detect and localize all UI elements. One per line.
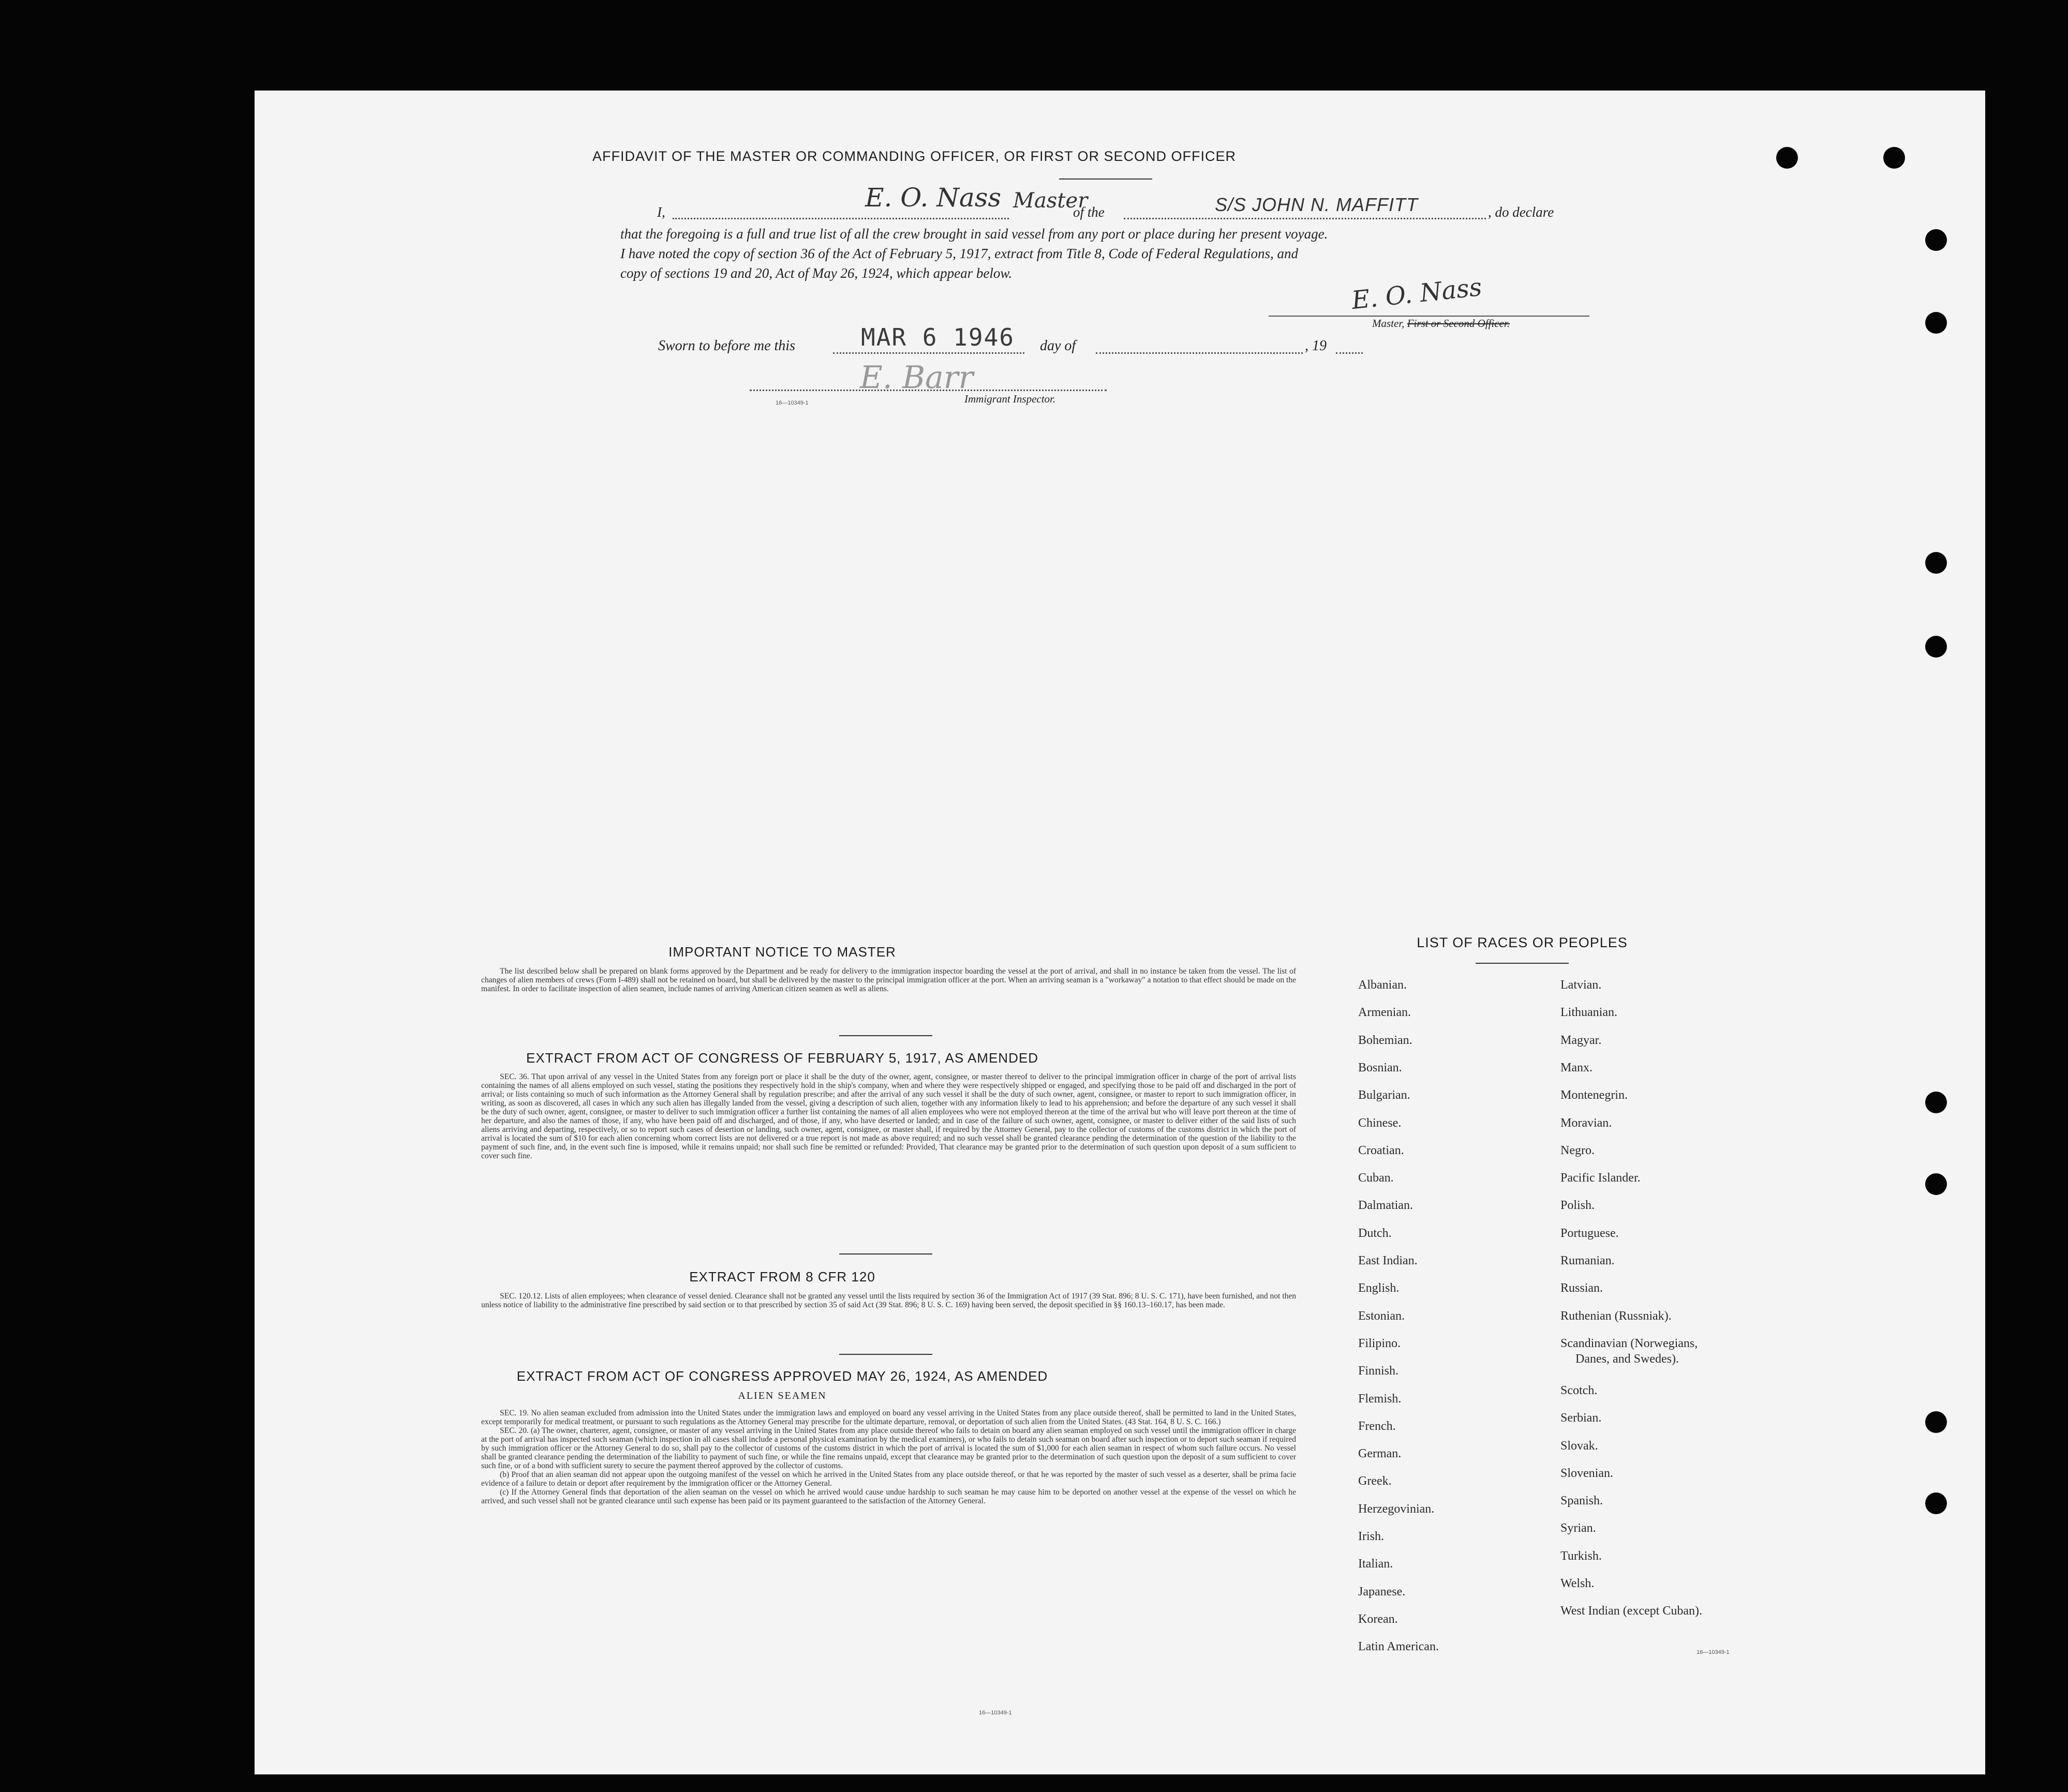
extract-1917-paragraph: SEC. 36. That upon arrival of any vessel in the United States from any foreign port or place it shall be the duty of the owner, agent, consignee, or master thereof to deliver to the principal immigration officer in charge of the port of arrival lists containing the names of all aliens employed on such vessel, stating the positions they respectively hold in the ship's company, when and where they were respectively shipped or engaged, and specifying those to be paid off and discharged in the port of arrival; or lists containing so much of such information as the Attorney General shall by regulation prescribe; and after the arrival of any such vessel it shall be the duty of such owner, agent, consignee, or master to report to such immigration officer, in writing, as soon as discovered, all cases in which any such alien has illegally landed from the vessel, giving a description of such alien, together with any information likely to lead to his apprehension; and before the departure of any such vessel it shall be the duty of such owner, agent, consignee, or master to deliver to such immigration officer a further list containing the names of all alien employees who were not employed thereon at the time of the arrival but who will leave port thereon at the time of her departure, and also the names of those, if any, who have been paid off and discharged, and of those, if any, who have deserted or landed; and in case of the failure of such owner, agent, consignee, or master to deliver either of the said lists of such aliens arriving and departing, respectively, or so to report such cases of desertion or landing, such owner, agent, consignee, or master shall, if required by the Attorney General, pay to the collector of customs of the customs district in which the port of arrival is located the sum of $10 for each alien concerning whom correct lists are not delivered or a true report is not made as above required; and no such vessel shall be granted clearance pending the determination of the question of the liability to the payment of such fine, and, in the event such fine is imposed, while it remains unpaid; nor shall such fine be remitted or refunded: Provided, That clearance may be granted prior to the determination of such question upon deposit of a sum sufficient to cover such fine. — [481, 1072, 1296, 1160]
race-item: Dalmatian. — [1358, 1199, 1413, 1213]
race-item: Korean. — [1358, 1612, 1398, 1626]
year-line — [1336, 352, 1363, 354]
races-title: LIST OF RACES OR PEOPLES — [1417, 935, 1628, 950]
signature-caption-struck: First or Second Officer. — [1407, 317, 1510, 330]
race-item: Pacific Islander. — [1560, 1171, 1641, 1185]
race-item: English. — [1358, 1281, 1400, 1295]
race-item: Ruthenian (Russniak). — [1560, 1309, 1672, 1323]
form-number: 16—10349-1 — [979, 1710, 1012, 1716]
race-item: Flemish. — [1358, 1392, 1402, 1406]
signature-line — [1269, 316, 1589, 317]
officer-rank[interactable]: Master — [1013, 189, 1088, 213]
race-item: Polish. — [1560, 1199, 1595, 1213]
race-item: Dutch. — [1358, 1226, 1392, 1240]
punch-hole — [1925, 229, 1947, 251]
race-item: Armenian. — [1358, 1006, 1411, 1020]
race-item: Negro. — [1560, 1143, 1595, 1157]
sworn-day-line — [833, 352, 1024, 354]
race-item: German. — [1358, 1447, 1402, 1461]
punch-hole — [1883, 147, 1905, 169]
master-signature[interactable]: E. O. Nass — [1350, 272, 1483, 316]
race-item: Portuguese. — [1560, 1226, 1619, 1240]
notice-title: IMPORTANT NOTICE TO MASTER — [668, 944, 896, 960]
race-item: Rumanian. — [1560, 1254, 1615, 1267]
extract-1924-subtitle: ALIEN SEAMEN — [738, 1390, 827, 1401]
year-prefix: , 19 — [1305, 338, 1327, 354]
race-item: East Indian. — [1358, 1254, 1418, 1267]
vessel-field-line — [1124, 218, 1486, 219]
punch-hole — [1925, 312, 1947, 334]
inspector-signature[interactable]: E. Barr — [860, 360, 974, 396]
race-item: Italian. — [1358, 1557, 1393, 1571]
notice-paragraph: The list described below shall be prepared on blank forms approved by the Department and be ready for delivery to the immigration inspector boarding the vessel at the port of arrival, and shall in no instance be taken from the vessel. The list of changes of alien members of crews (Form I-489) shall not be retained on board, but shall be delivered by the master to the principal immigration officer at the port. When an arriving seaman is a "workaway" a notation to that effect should be made on the manifest. In order to facilitate inspection of alien seamen, include names of arriving American citizen seamen as well as aliens. — [481, 967, 1296, 993]
race-item: Croatian. — [1358, 1143, 1404, 1157]
declaration-text — [620, 224, 1603, 283]
extract-1917-text — [481, 1072, 1296, 1160]
punch-hole — [1925, 1173, 1947, 1195]
declaration-line: I have noted the copy of section 36 of the Act of February 5, 1917, extract from Title 8, Code of Federal Regulations, and — [620, 246, 1299, 261]
race-item: Moravian. — [1560, 1116, 1612, 1130]
extract-1924-title: EXTRACT FROM ACT OF CONGRESS APPROVED MAY 26, 1924, AS AMENDED — [516, 1368, 1048, 1384]
month-line — [1096, 352, 1303, 354]
race-item: Latvian. — [1560, 978, 1602, 992]
of-the-label: of the — [1073, 204, 1105, 220]
form-number: 16—10349-1 — [776, 400, 809, 406]
race-item: Slovak. — [1560, 1439, 1598, 1453]
race-item: Albanian. — [1358, 978, 1407, 992]
race-item: Latin American. — [1358, 1640, 1439, 1654]
name-field-line — [673, 218, 1009, 219]
day-of-label: day of — [1040, 338, 1076, 354]
affidavit-title: AFFIDAVIT OF THE MASTER OR COMMANDING OFFICER, OR FIRST OR SECOND OFFICER — [592, 148, 1237, 164]
divider — [1476, 963, 1569, 964]
race-item: Scandinavian (Norwegians, — [1560, 1336, 1698, 1350]
declaration-i: I, — [657, 204, 665, 220]
race-item: Irish. — [1358, 1530, 1384, 1543]
extract-cfr-title: EXTRACT FROM 8 CFR 120 — [689, 1269, 875, 1285]
race-item: Syrian. — [1560, 1521, 1596, 1535]
race-item: Spanish. — [1560, 1494, 1603, 1508]
divider — [839, 1253, 932, 1255]
notice-text — [481, 967, 1296, 993]
extract-1924-paragraph: (c) If the Attorney General finds that deportation of the alien seaman on the vessel on which he arrived would cause undue hardship to such seaman he may cause him to be deported on another vessel at the expense of the vessel on which he arrived, and such vessel shall not be granted clearance until such expense has been paid or its payment guaranteed to the satisfaction of the Attorney General. — [481, 1488, 1296, 1505]
race-item: Estonian. — [1358, 1309, 1405, 1323]
race-item: Slovenian. — [1560, 1466, 1613, 1480]
divider — [839, 1354, 932, 1355]
punch-hole — [1925, 1092, 1947, 1113]
form-number: 16—10349-1 — [1697, 1649, 1730, 1655]
race-item: French. — [1358, 1419, 1396, 1433]
race-item: Japanese. — [1358, 1585, 1406, 1599]
extract-1924-paragraph: SEC. 20. (a) The owner, charterer, agent, consignee, or master of any vessel arriving in the United States from any place outside thereof who fails to detain on board any alien seaman employed on such vessel until the immigration officer in charge at the port of arrival has inspected such seaman (which inspection in all cases shall include a personal physical examination by the medical examiners), or who fails to detain such seaman on board after such inspection or to deport such seaman if required by such immigration officer or the Attorney General to do so, shall pay to the collector of customs of the customs district in which the port of arrival is located the sum of $1,000 for each alien seaman in respect of whom such failure occurs. No vessel shall be granted clearance pending the determination of the liability to payment of such fine, or while the fine remains unpaid, except that clearance may be granted prior to the determination of such question upon the deposit of a sum sufficient to cover such fine, or of a bond with sufficient surety to secure the payment thereof approved by the collector of customs. — [481, 1426, 1296, 1470]
extract-1924-paragraph: (b) Proof that an alien seaman did not appear upon the outgoing manifest of the vessel on which he arrived in the United States from any place outside thereof, or that he was reported by the master of such vessel as a deserter, shall be prima facie evidence of a failure to detain or deport after requirement by the immigration officer or the Attorney General. — [481, 1470, 1296, 1488]
race-item: Chinese. — [1358, 1116, 1402, 1130]
signature-caption — [1372, 317, 1510, 330]
race-item: Filipino. — [1358, 1336, 1401, 1350]
race-item: Russian. — [1560, 1281, 1603, 1295]
extract-1917-title: EXTRACT FROM ACT OF CONGRESS OF FEBRUARY 5, 1917, AS AMENDED — [526, 1050, 1038, 1066]
punch-hole — [1925, 552, 1947, 574]
race-item: Cuban. — [1358, 1171, 1394, 1185]
divider — [1059, 178, 1152, 180]
race-item: Bohemian. — [1358, 1033, 1412, 1047]
race-item: Bosnian. — [1358, 1061, 1402, 1074]
do-declare: , do declare — [1488, 204, 1554, 220]
vessel-name[interactable]: S/S JOHN N. MAFFITT — [1215, 194, 1418, 215]
extract-cfr-paragraph: SEC. 120.12. Lists of alien employees; when clearance of vessel denied. Clearance shall not be granted any vessel until the lists required by section 36 of the Immigration Act of 1917 (39 Stat. 896; 8 U. S. C. 171), have been furnished, and not then unless notice of liability to the administrative fine prescribed by said section or to that prescribed by section 35 of said Act (39 Stat. 896; 8 U. S. C. 169) having been served, the deposit specified in §§ 160.13–160.17, has been made. — [481, 1292, 1296, 1309]
declaration-line: copy of sections 19 and 20, Act of May 26, 1924, which appear below. — [620, 265, 1013, 281]
sworn-text: Sworn to before me this — [658, 338, 795, 354]
race-item: Lithuanian. — [1560, 1006, 1617, 1020]
officer-name[interactable]: E. O. Nass — [865, 183, 1002, 213]
race-item: Finnish. — [1358, 1364, 1399, 1378]
race-item: Montenegrin. — [1560, 1088, 1628, 1102]
race-item: Manx. — [1560, 1061, 1593, 1074]
inspector-caption: Immigrant Inspector. — [964, 393, 1056, 405]
declaration-line: that the foregoing is a full and true list of all the crew brought in said vessel from any port or place during her present voyage. — [620, 226, 1328, 242]
extract-1924-text — [481, 1409, 1296, 1505]
document-page — [255, 91, 1985, 1774]
race-item: Magyar. — [1560, 1033, 1602, 1047]
race-item: Welsh. — [1560, 1577, 1595, 1590]
race-item: Serbian. — [1560, 1411, 1602, 1425]
divider — [839, 1035, 932, 1036]
race-item: Turkish. — [1560, 1549, 1602, 1563]
punch-hole — [1776, 147, 1798, 169]
date-stamp: MAR 6 1946 — [861, 323, 1015, 351]
race-item: Danes, and Swedes). — [1575, 1352, 1679, 1366]
punch-hole — [1925, 636, 1947, 658]
signature-caption-master: Master, — [1372, 317, 1405, 330]
race-item: Bulgarian. — [1358, 1088, 1410, 1102]
punch-hole — [1925, 1411, 1947, 1433]
race-item: Scotch. — [1560, 1383, 1598, 1397]
extract-1924-paragraph: SEC. 19. No alien seaman excluded from admission into the United States under the immigration laws and employed on board any vessel arriving in the United States from any place outside thereof, shall be permitted to land in the United States, except temporarily for medical treatment, or pursuant to such regulations as the Attorney General may prescribe for the ultimate departure, removal, or deportation of such alien from the United States. (43 Stat. 164, 8 U. S. C. 166.) — [481, 1409, 1296, 1426]
race-item: West Indian (except Cuban). — [1560, 1604, 1702, 1618]
extract-cfr-text — [481, 1292, 1296, 1309]
punch-hole — [1925, 1492, 1947, 1514]
race-item: Herzegovinian. — [1358, 1502, 1435, 1516]
race-item: Greek. — [1358, 1474, 1392, 1488]
